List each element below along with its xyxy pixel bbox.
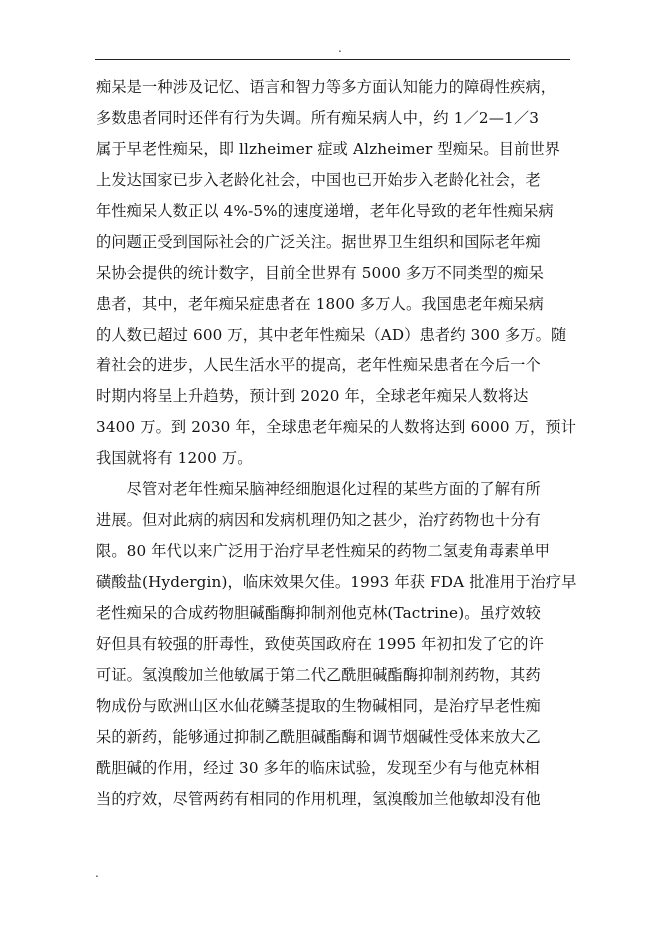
text-line: 尽管对老年性痴呆脑神经细胞退化过程的某些方面的了解有所 — [96, 480, 541, 499]
text-line: 磺酸盐(Hydergin)，临床效果欠佳。1993 年获 FDA 批准用于治疗早 — [96, 573, 577, 591]
text-line: 属于早老性痴呆，即 llzheimer 症或 Alzheimer 型痴呆。目前世界 — [96, 139, 561, 158]
text-line: 上发达国家已步入老龄化社会，中国也已开始步入老龄化社会，老 — [96, 170, 541, 189]
footer-mark: . — [95, 866, 99, 880]
text-line: 当的疗效，尽管两药有相同的作用机理，氢溴酸加兰他敏却没有他 — [96, 789, 541, 808]
header-rule — [95, 59, 570, 60]
text-line: 年性痴呆人数正以 4%-5%的速度递增，老年化导致的老年性痴呆病 — [96, 201, 554, 220]
text-line: 的人数已超过 600 万，其中老年性痴呆（AD）患者约 300 多万。随 — [96, 325, 567, 344]
text-line: 进展。但对此病的病因和发病机理仍知之甚少，治疗药物也十分有 — [96, 511, 541, 530]
text-line: 患者，其中，老年痴呆症患者在 1800 多万人。我国患老年痴呆病 — [96, 294, 544, 313]
text-line: 酰胆碱的作用，经过 30 多年的临床试验，发现至少有与他克林相 — [96, 758, 540, 777]
text-line: 着社会的进步，人民生活水平的提高，老年性痴呆患者在今后一个 — [96, 356, 541, 375]
text-line: 可证。氢溴酸加兰他敏属于第二代乙酰胆碱酯酶抑制剂药物，其药 — [96, 665, 541, 684]
text-line: 好但具有较强的肝毒性，致使英国政府在 1995 年初扣发了它的许 — [96, 634, 544, 653]
text-line: 多数患者同时还伴有行为失调。所有痴呆病人中，约 1／2—1／3 — [96, 108, 540, 127]
text-line: 时期内将呈上升趋势，预计到 2020 年，全球老年痴呆人数将达 — [96, 387, 529, 406]
text-line: 呆协会提供的统计数字，目前全世界有 5000 多万不同类型的痴呆 — [96, 263, 544, 282]
body-text — [96, 72, 576, 815]
text-line: 限。80 年代以来广泛用于治疗早老性痴呆的药物二氢麦角毒素单甲 — [96, 542, 551, 561]
text-line: 3400 万。到 2030 年，全球患老年痴呆的人数将达到 6000 万，预计 — [96, 418, 577, 437]
text-line: 的问题正受到国际社会的广泛关注。据世界卫生组织和国际老年痴 — [96, 232, 541, 251]
text-line: 老性痴呆的合成药物胆碱酯酶抑制剂他克林(Tactrine)。虽疗效较 — [96, 603, 541, 622]
text-line: 物成份与欧洲山区水仙花鳞茎提取的生物碱相同，是治疗早老性痴 — [96, 696, 541, 715]
header-mark: . — [338, 41, 342, 55]
text-line: 痴呆是一种涉及记忆、语言和智力等多方面认知能力的障碍性疾病， — [96, 78, 557, 96]
text-line: 我国就将有 1200 万。 — [96, 449, 253, 468]
text-line: 呆的新药，能够通过抑制乙酰胆碱酯酶和调节烟碱性受体来放大乙 — [96, 727, 541, 746]
